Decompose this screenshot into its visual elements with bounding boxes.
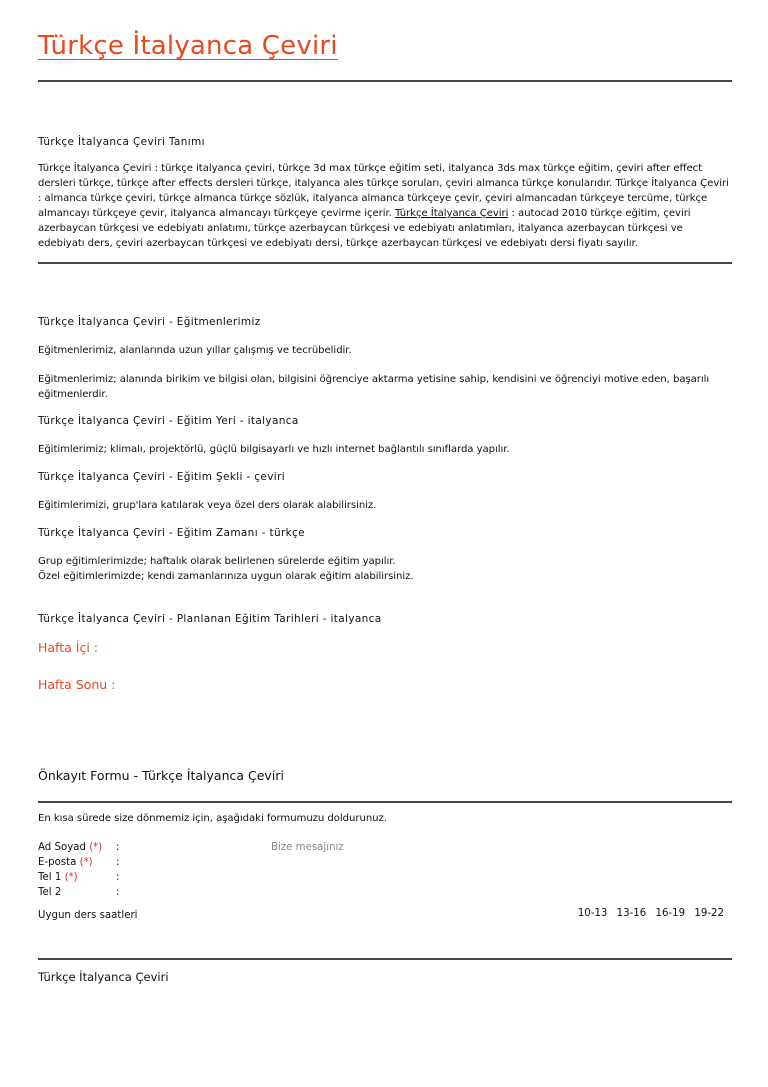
hour-option[interactable]: 19-22 bbox=[694, 908, 724, 919]
required-mark: (*) bbox=[64, 872, 78, 883]
divider bbox=[38, 801, 732, 803]
required-mark: (*) bbox=[79, 857, 93, 868]
hours-label: Uygun ders saatleri bbox=[38, 910, 138, 921]
definition-text: Türkçe İtalyanca Çeviri : türkçe italyanca çeviri, türkçe 3d max türkçe eğitim seti, italyanca 3ds max türkçe eğitim, çeviri after effect dersleri türkçe, türkçe after effects dersleri türkçe, italyanca ales türkçe soruları, çeviri almanca türkçe konularıdır. Türkçe İtalyanca Çeviri : almanca türkçe çeviri, türkçe almanca türkçe sözlük, italyanca almanca türkçeye çevir, çeviri almancadan türkçeye tercüme, türkçe almancayı türkçeye çevir, italyanca almancayı türkçeye çevirme içerir. Türkçe İtalyanca Çeviri : autocad 2010 türkçe eğitim, çeviri azerbaycan türkçesi ve edebiyatı anlatımı, türkçe azerbaycan türkçesi ve edebiyatı anlatımları, italyanca azerbaycan türkçesi ve edebiyatı ders, çeviri azerbaycan türkçesi ve edebiyatı dersi, türkçe azerbaycan türkçesi ve edebiyatı dersi fiyatı sayılır. bbox=[38, 163, 729, 249]
timing-line-1: Grup eğitimlerimizde; haftalık olarak belirlenen sürelerde eğitim yapılır. bbox=[38, 556, 396, 567]
hours-options bbox=[572, 908, 724, 919]
divider bbox=[38, 262, 732, 264]
hour-option[interactable]: 16-19 bbox=[655, 908, 686, 919]
page-title: Türkçe İtalyanca Çeviri bbox=[38, 31, 338, 61]
weekend-label: Hafta Sonu : bbox=[38, 677, 116, 692]
hour-option[interactable]: 10-13 bbox=[577, 908, 608, 919]
form-title: Önkayıt Formu - Türkçe İtalyanca Çeviri bbox=[38, 768, 284, 783]
hour-option[interactable]: 13-16 bbox=[616, 908, 647, 919]
definition-link[interactable]: Türkçe İtalyanca Çeviri bbox=[394, 208, 509, 219]
format-heading: Türkçe İtalyanca Çeviri - Eğitim Şekli - çeviri bbox=[38, 471, 285, 483]
definition-heading: Türkçe İtalyanca Çeviri Tanımı bbox=[38, 136, 205, 148]
timing-heading: Türkçe İtalyanca Çeviri - Eğitim Zamanı - türkçe bbox=[38, 527, 305, 539]
divider bbox=[38, 80, 732, 82]
instructors-paragraph-1: Eğitmenlerimiz, alanlarında uzun yıllar çalışmış ve tecrübelidir. bbox=[38, 345, 352, 356]
form-intro: En kısa sürede size dönmemiz için, aşağıdaki formumuzu doldurunuz. bbox=[38, 813, 387, 824]
divider bbox=[38, 958, 732, 960]
location-text: Eğitimlerimiz; klimalı, projektörlü, güçlü bilgisayarlı ve hızlı internet bağlantılı sınıflarda yapılır. bbox=[38, 444, 510, 455]
message-textarea[interactable]: Bize mesajınız bbox=[271, 842, 344, 853]
weekday-label: Hafta İçi : bbox=[38, 640, 98, 655]
instructors-paragraph-2: Eğitmenlerimiz; alanında birikim ve bilgisi olan, bilgisini öğrenciye aktarma yetisine sahip, kendisini ve öğrenciyi motive eden, başarılı eğitmenlerdir. bbox=[38, 374, 710, 400]
footer-text: Türkçe İtalyanca Çeviri bbox=[38, 970, 169, 984]
instructors-heading: Türkçe İtalyanca Çeviri - Eğitmenlerimiz bbox=[38, 316, 261, 328]
schedule-heading: Türkçe İtalyanca Çeviri - Planlanan Eğitim Tarihleri - italyanca bbox=[38, 613, 382, 625]
format-text: Eğitimlerimizi, grup'lara katılarak veya özel ders olarak alabilirsiniz. bbox=[38, 500, 377, 511]
location-heading: Türkçe İtalyanca Çeviri - Eğitim Yeri - italyanca bbox=[38, 415, 299, 427]
required-mark: (*) bbox=[89, 842, 103, 853]
timing-line-2: Özel eğitimlerimizde; kendi zamanlarınıza uygun olarak eğitim alabilirsiniz. bbox=[38, 571, 414, 582]
